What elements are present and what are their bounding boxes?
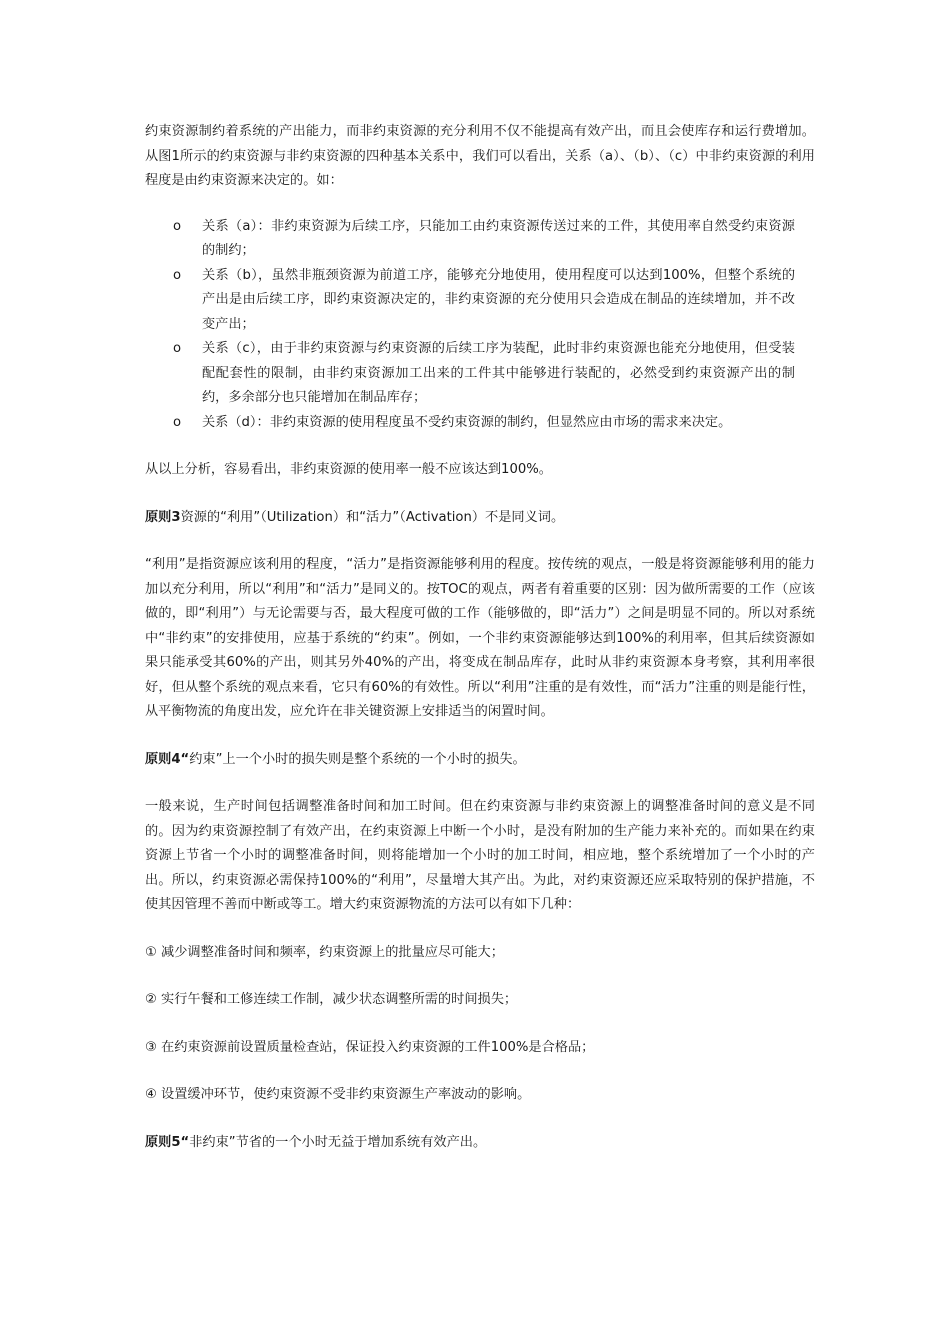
list-item-text: 关系（b），虽然非瓶颈资源为前道工序，能够充分地使用，使用程度可以达到100%，但整个系统的产出是由后续工序，即约束资源决定的，非约束资源的充分使用只会造成在制品的连续增加，并不改变产出； [202, 267, 795, 332]
principle-3-heading [145, 506, 815, 531]
document-page [145, 120, 815, 1155]
list-item [145, 215, 815, 264]
list-item [145, 337, 815, 411]
list-item-text: 关系（c），由于非约束资源与约束资源的后续工序为装配，此时非约束资源也能充分地使用，但受装配配套性的限制，由非约束资源加工出来的工件其中能够进行装配的，必然受到约束资源产出的制约，多余部分也只能增加在制品库存； [202, 341, 795, 405]
measure-item: ④ 设置缓冲环节，使约束资源不受非约束资源生产率波动的影响。 [145, 1087, 531, 1102]
principle-4-label: 原则4“ [145, 751, 190, 767]
measure-item: ① 减少调整准备时间和频率，约束资源上的批量应尽可能大； [145, 944, 504, 960]
principle-5-label: 原则5“ [145, 1134, 190, 1150]
principle-4-body: 一般来说，生产时间包括调整准备时间和加工时间。但在约束资源与非约束资源上的调整准备时间的意义是不同的。因为约束资源控制了有效产出，在约束资源上中断一个小时，是没有附加的生产能力来补充的。而如果在约束资源上节省一个小时的调整准备时间，则将能增加一个小时的加工时间，相应地，整个系统增加了一个小时的产出。所以，约束资源必需保持100%的“利用”，尽量增大其产出。为此，对约束资源还应采取特别的保护措施，不使其因管理不善而中断或等工。增大约束资源物流的方法可以有如下几种： [145, 799, 815, 912]
list-item-text: 关系（d）：非约束资源的使用程度虽不受约束资源的制约，但显然应由市场的需求来决定。 [202, 414, 732, 430]
analysis-paragraph: 从以上分析，容易看出，非约束资源的使用率一般不应该达到100%。 [145, 462, 552, 477]
bullet-icon: o [173, 341, 182, 356]
measure-item: ② 实行午餐和工修连续工作制，减少状态调整所需的时间损失； [145, 992, 518, 1007]
principle-4-text: 约束”上一个小时的损失则是整个系统的一个小时的损失。 [189, 751, 526, 767]
bullet-icon: o [173, 267, 182, 283]
list-item [145, 264, 815, 338]
list-item [145, 411, 815, 436]
principle-5-text: 非约束”节省的一个小时无益于增加系统有效产出。 [189, 1134, 487, 1150]
bullet-icon: o [173, 218, 182, 234]
relationship-list [145, 215, 815, 436]
intro-paragraph: 约束资源制约着系统的产出能力，而非约束资源的充分利用不仅不能提高有效产出，而且会使库存和运行费增加。从图1所示的约束资源与非约束资源的四种基本关系中，我们可以看出，关系（a）、（b）、（c）中非约束资源的利用程度是由约束资源来决定的。如： [145, 124, 815, 188]
bullet-icon: o [173, 414, 182, 430]
principle-5-heading [145, 1131, 815, 1156]
principle-3-text: 资源的“利用”（Utilization）和“活力”（Activation）不是同义词。 [180, 509, 565, 525]
measure-item: ③ 在约束资源前设置质量检查站，保证投入约束资源的工件100%是合格品； [145, 1039, 595, 1055]
principle-3-body: “利用”是指资源应该利用的程度，“活力”是指资源能够利用的程度。按传统的观点，一般是将资源能够利用的能力加以充分利用，所以“利用”和“活力”是同义的。按TOC的观点，两者有着重要的区别：因为做所需要的工作（应该做的，即“利用”）与无论需要与否，最大程度可做的工作（能够做的，即“活力”）之间是明显不同的。所以对系统中“非约束”的安排使用，应基于系统的“约束”。例如，一个非约束资源能够达到100%的利用率，但其后续资源如果只能承受其60%的产出，则其另外40%的产出，将变成在制品库存，此时从非约束资源本身考察，其利用率很好，但从整个系统的观点来看，它只有60%的有效性。所以“利用”注重的是有效性，而“活力”注重的则是能行性，从平衡物流的角度出发，应允许在非关键资源上安排适当的闲置时间。 [145, 557, 815, 719]
principle-4-heading [145, 748, 815, 773]
list-item-text: 关系（a）：非约束资源为后续工序，只能加工由约束资源传送过来的工件，其使用率自然受约束资源的制约； [202, 218, 795, 258]
principle-3-label: 原则3 [145, 509, 181, 525]
